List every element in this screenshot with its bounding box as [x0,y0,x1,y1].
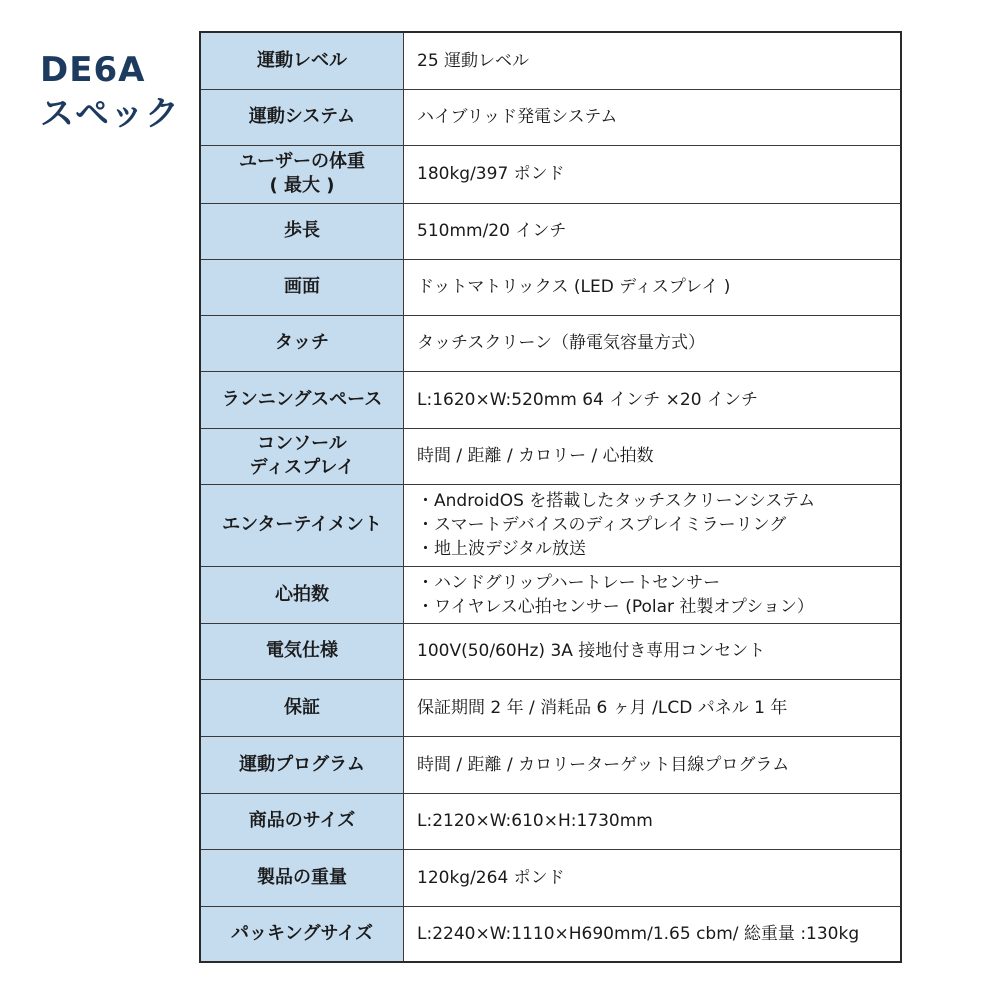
spec-value-line: L:1620×W:520mm 64 インチ ×20 インチ [417,389,758,410]
spec-value-line: 時間 / 距離 / カロリーターゲット目線プログラム [417,754,790,775]
spec-value-line: ・スマートデバイスのディスプレイミラーリング [417,515,787,535]
spec-value-line: ・ワイヤレス心拍センサー (Polar 社製オプション） [417,596,814,617]
spec-value-line: 180kg/397 ポンド [417,164,565,184]
spec-label [200,428,404,484]
spec-value-line: 25 運動レベル [417,50,530,71]
spec-row [200,428,901,484]
spec-row [200,736,901,793]
spec-value [404,428,902,484]
spec-value-line: 保証期間 2 年 / 消耗品 6 ヶ月 /LCD パネル 1 年 [417,697,788,718]
spec-row [200,32,901,89]
spec-label [200,679,404,736]
spec-value-line: ハイブリッド発電システム [417,107,618,127]
spec-value [404,623,902,679]
spec-label-line: 保証 [284,696,320,718]
spec-value [404,484,902,566]
page-title-line: DE6A [40,50,146,90]
spec-label [200,203,404,259]
spec-label-line: ディスプレイ [249,457,355,478]
spec-value [404,906,902,962]
spec-value-line: L:2120×W:610×H:1730mm [417,811,653,831]
spec-label-line: 運動プログラム [239,753,365,775]
spec-value-line: 510mm/20 インチ [417,221,567,241]
spec-value-line: 時間 / 距離 / カロリー / 心拍数 [417,446,654,466]
spec-label-line: ユーザーの体重 [239,151,365,172]
spec-label-line: 心拍数 [275,583,329,605]
spec-row [200,259,901,315]
spec-value-line: 100V(50/60Hz) 3A 接地付き専用コンセント [417,641,766,661]
spec-value [404,566,902,623]
spec-row [200,371,901,428]
spec-label-line: 運動レベル [257,49,347,71]
spec-value-line: ・AndroidOS を搭載したタッチスクリーンシステム [417,491,816,511]
spec-row [200,89,901,145]
spec-label [200,793,404,849]
spec-label-line: 画面 [284,276,320,297]
page-title [40,48,180,136]
spec-row [200,203,901,259]
spec-label [200,315,404,371]
spec-label [200,371,404,428]
spec-label [200,736,404,793]
spec-row [200,906,901,962]
spec-label-line: タッチ [275,332,329,353]
spec-row [200,145,901,203]
spec-row [200,849,901,906]
spec-row [200,623,901,679]
spec-label-line: エンターテイメント [222,514,382,535]
spec-value [404,315,902,371]
spec-label [200,906,404,962]
spec-value-line: 120kg/264 ポンド [417,867,565,888]
page-title-line: スペック [40,94,180,134]
spec-row [200,484,901,566]
spec-label-line: 運動システム [248,106,356,127]
spec-label-line: ランニングスペース [221,388,383,410]
spec-value [404,371,902,428]
spec-label [200,32,404,89]
spec-value-line: L:2240×W:1110×H690mm/1.65 cbm/ 総重量 :130kg [417,923,860,944]
spec-value [404,259,902,315]
spec-value [404,679,902,736]
spec-label-line: 歩長 [284,220,320,241]
spec-label [200,849,404,906]
spec-label-line: ( 最大 ) [269,175,335,196]
spec-row [200,679,901,736]
spec-value-line: ・地上波デジタル放送 [417,539,586,559]
spec-value [404,849,902,906]
spec-label [200,484,404,566]
spec-value [404,89,902,145]
spec-label [200,89,404,145]
spec-value [404,145,902,203]
spec-value [404,793,902,849]
spec-value-line: ドットマトリックス (LED ディスプレイ ) [417,277,731,297]
spec-label-line: 製品の重量 [257,866,347,888]
spec-row [200,793,901,849]
spec-label [200,623,404,679]
spec-label-line: コンソール [257,433,347,454]
spec-label [200,259,404,315]
spec-table [199,31,902,963]
spec-row [200,566,901,623]
spec-label-line: 電気仕様 [266,640,338,661]
spec-row [200,315,901,371]
spec-value-line: タッチスクリーン（静電気容量方式） [417,333,705,353]
spec-label [200,566,404,623]
spec-label-line: 商品のサイズ [248,810,356,831]
spec-label [200,145,404,203]
spec-value [404,32,902,89]
spec-label-line: パッキングサイズ [230,922,374,944]
spec-value-line: ・ハンドグリップハートレートセンサー [417,572,721,593]
spec-value [404,736,902,793]
spec-table-body [200,32,901,962]
spec-value [404,203,902,259]
